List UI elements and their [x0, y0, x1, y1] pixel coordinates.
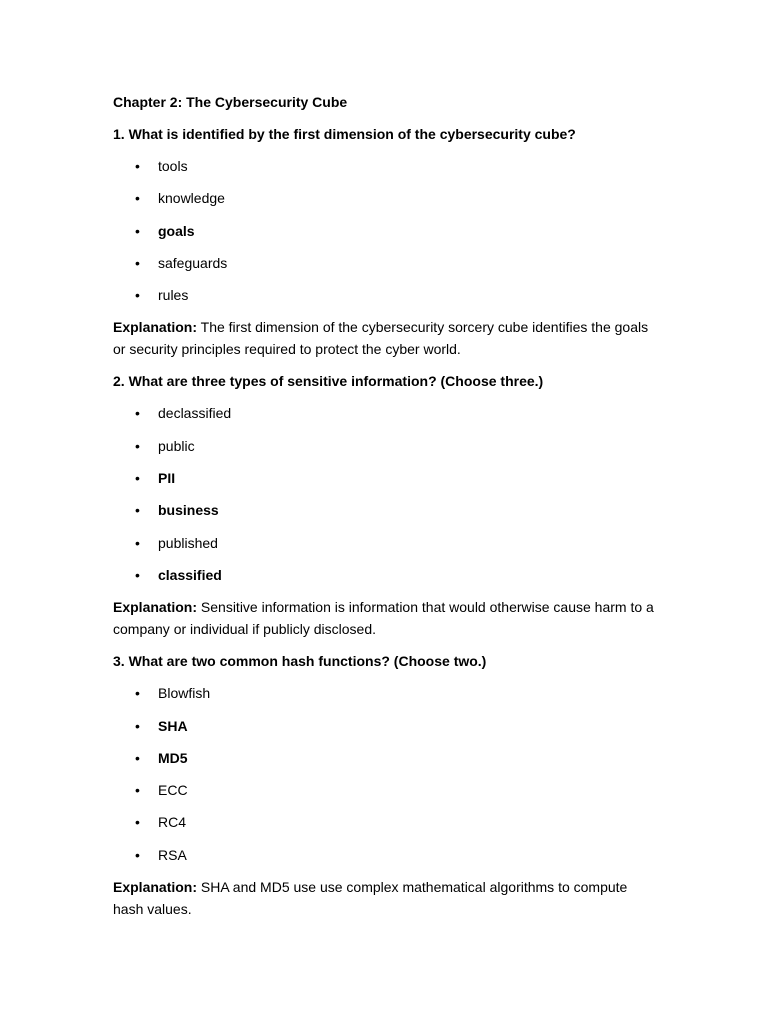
option-label: knowledge — [158, 190, 225, 207]
bullet-icon: • — [135, 405, 140, 422]
bullet-icon: • — [135, 717, 140, 734]
option-item — [113, 682, 658, 704]
question-text: 2. What are three types of sensitive information? (Choose three.) — [113, 373, 544, 390]
explanation-label: Explanation: — [113, 319, 198, 336]
option-item-correct — [113, 499, 658, 521]
option-item-correct — [113, 564, 658, 586]
option-label: goals — [158, 222, 195, 239]
option-item — [113, 435, 658, 457]
explanation-text: The first dimension of the cybersecurity sorcery cube identifies the goals or security principles required to protect the cyber world. — [113, 319, 649, 358]
option-item — [113, 779, 658, 801]
option-label: ECC — [158, 782, 188, 799]
option-label: RSA — [158, 846, 187, 863]
option-label: RC4 — [158, 814, 187, 831]
explanation-text: Sensitive information is information that would otherwise cause harm to a company or individual if publicly disclosed. — [113, 599, 654, 638]
option-label: MD5 — [158, 749, 188, 766]
option-item — [113, 844, 658, 866]
option-item — [113, 284, 658, 306]
bullet-icon: • — [135, 534, 140, 551]
option-label: safeguards — [158, 254, 228, 271]
bullet-icon: • — [135, 782, 140, 799]
option-label: SHA — [158, 717, 188, 734]
bullet-icon: • — [135, 287, 140, 304]
bullet-icon: • — [135, 254, 140, 271]
explanation — [113, 596, 658, 640]
bullet-icon: • — [135, 437, 140, 454]
question-3 — [113, 650, 658, 920]
option-item — [113, 155, 658, 177]
option-label: tools — [158, 158, 188, 174]
document-page — [113, 91, 658, 930]
option-item-correct — [113, 715, 658, 737]
options-list — [113, 155, 658, 306]
option-label: Blowfish — [158, 685, 211, 702]
bullet-icon: • — [135, 749, 140, 766]
bullet-icon: • — [135, 566, 140, 583]
explanation — [113, 316, 658, 360]
question-2 — [113, 370, 658, 640]
option-label: business — [158, 502, 219, 519]
chapter-title: Chapter 2: The Cybersecurity Cube — [113, 94, 348, 110]
bullet-icon: • — [135, 502, 140, 519]
question-text: 3. What are two common hash functions? (Choose two.) — [113, 653, 487, 670]
question-text: 1. What is identified by the first dimension of the cybersecurity cube? — [113, 126, 576, 142]
explanation-label: Explanation: — [113, 599, 198, 616]
explanation-label: Explanation: — [113, 879, 198, 896]
option-item — [113, 187, 658, 209]
option-item-correct — [113, 467, 658, 489]
option-item-correct — [113, 220, 658, 242]
option-item — [113, 811, 658, 833]
bullet-icon: • — [135, 685, 140, 702]
option-label: public — [158, 437, 195, 454]
question-1 — [113, 123, 658, 360]
bullet-icon: • — [135, 470, 140, 487]
bullet-icon: • — [135, 846, 140, 863]
option-label: rules — [158, 287, 189, 304]
option-item — [113, 532, 658, 554]
bullet-icon: • — [135, 158, 140, 174]
bullet-icon: • — [135, 222, 140, 239]
bullet-icon: • — [135, 190, 140, 207]
option-label: classified — [158, 566, 222, 583]
option-item — [113, 402, 658, 424]
explanation — [113, 876, 658, 920]
bullet-icon: • — [135, 814, 140, 831]
option-label: declassified — [158, 405, 232, 422]
option-label: published — [158, 534, 218, 551]
option-item-correct — [113, 747, 658, 769]
options-list — [113, 402, 658, 585]
options-list — [113, 682, 658, 865]
option-label: PII — [158, 470, 176, 487]
option-item — [113, 252, 658, 274]
explanation-text: SHA and MD5 use use complex mathematical algorithms to compute hash values. — [113, 879, 628, 918]
